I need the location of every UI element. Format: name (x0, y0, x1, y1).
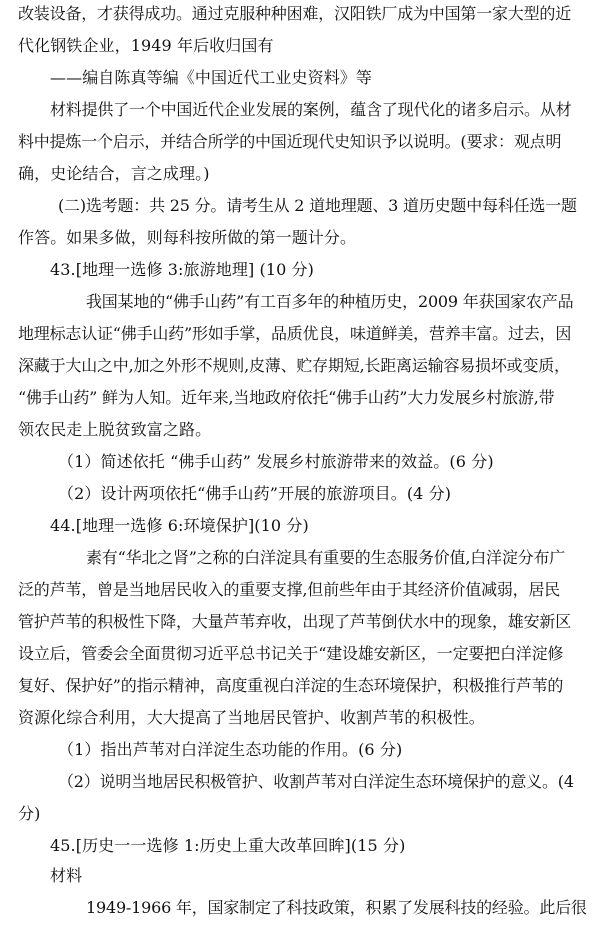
text-line: 分) (18, 804, 41, 823)
text-line: 设立后，管委会全面贯彻习近平总书记关于“建设雄安新区，一定要把白洋淀修 (18, 644, 564, 663)
sub-question-44-2: （2）说明当地居民积极管护、收割芦苇对白洋淀生态环境保护的意义。(4 (58, 772, 574, 791)
question-heading-44: 44.[地理一选修 6:环境保护](10 分) (50, 516, 309, 535)
text-line: 深藏于大山之中,加之外形不规则,皮薄、贮存期短,长距离运输容易损坏或变质， (18, 356, 570, 375)
text-line: 复好、保护好”的指示精神，高度重视白洋淀的生态环境保护，积极推行芦苇的 (18, 676, 564, 695)
text-line: 代化钢铁企业，1949 年后收归国有 (18, 36, 274, 55)
text-line: 资源化综合利用，大大提高了当地居民管护、收割芦苇的积极性。 (18, 708, 485, 727)
sub-question-44-1: （1）指出芦苇对白洋淀生态功能的作用。(6 分) (58, 740, 403, 759)
sub-question-43-1: （1）简述依托 “佛手山药” 发展乡村旅游带来的效益。(6 分) (58, 452, 494, 471)
question-heading-43: 43.[地理一选修 3:旅游地理] (10 分) (50, 260, 315, 279)
text-line: 我国某地的“佛手山药”有工百多年的种植历史，2009 年获国家农产品 (86, 292, 574, 311)
text-line: 泛的芦苇，曾是当地居民收入的重要支撑,但前些年由于其经济价值减弱，居民 (18, 580, 561, 599)
text-line: 领农民走上脱贫致富之路。 (18, 420, 212, 439)
text-line: “佛手山药” 鲜为人知。近年来,当地政府依托“佛手山药”大力发展乡村旅游,带 (18, 388, 555, 407)
text-line: 改装设备，才获得成功。通过克服种种困难，汉阳铁厂成为中国第一家大型的近 (18, 4, 572, 23)
text-line: 料中提炼一个启示，并结合所学的中国近现代史知识予以说明。(要求：观点明 (18, 132, 562, 151)
section-heading: (二)选考题：共 25 分。请考生从 2 道地理题、3 道历史题中每科任选一题 (58, 196, 577, 215)
question-heading-45: 45.[历史一一选修 1:历史上重大改革回眸](15 分) (50, 836, 406, 855)
text-line: 管护芦苇的积极性下降，大量芦苇弃收，出现了芦苇倒伏水中的现象，雄安新区 (18, 612, 572, 631)
text-line: 1949-1966 年，国家制定了科技政策，积累了发展科技的经验。此后很 (86, 898, 587, 917)
text-line: 确，史论结合，言之成理。) (18, 164, 210, 183)
text-line: 素有“华北之肾”之称的白洋淀具有重要的生态服务价值,白洋淀分布广 (86, 548, 566, 567)
sub-question-43-2: （2）设计两项依托“佛手山药”开展的旅游项目。(4 分) (58, 484, 452, 503)
text-line: 地理标志认证“佛手山药”形如手掌，品质优良，味道鲜美，营养丰富。过去，因 (18, 324, 572, 343)
text-line: 材料提供了一个中国近代企业发展的案例，蕴含了现代化的诸多启示。从材 (50, 100, 572, 119)
material-label: 材料 (50, 866, 83, 885)
source-citation: ——编自陈真等编《中国近代工业史资料》等 (50, 68, 373, 87)
text-line: 作答。如果多做，则每科按所做的第一题计分。 (18, 228, 357, 247)
